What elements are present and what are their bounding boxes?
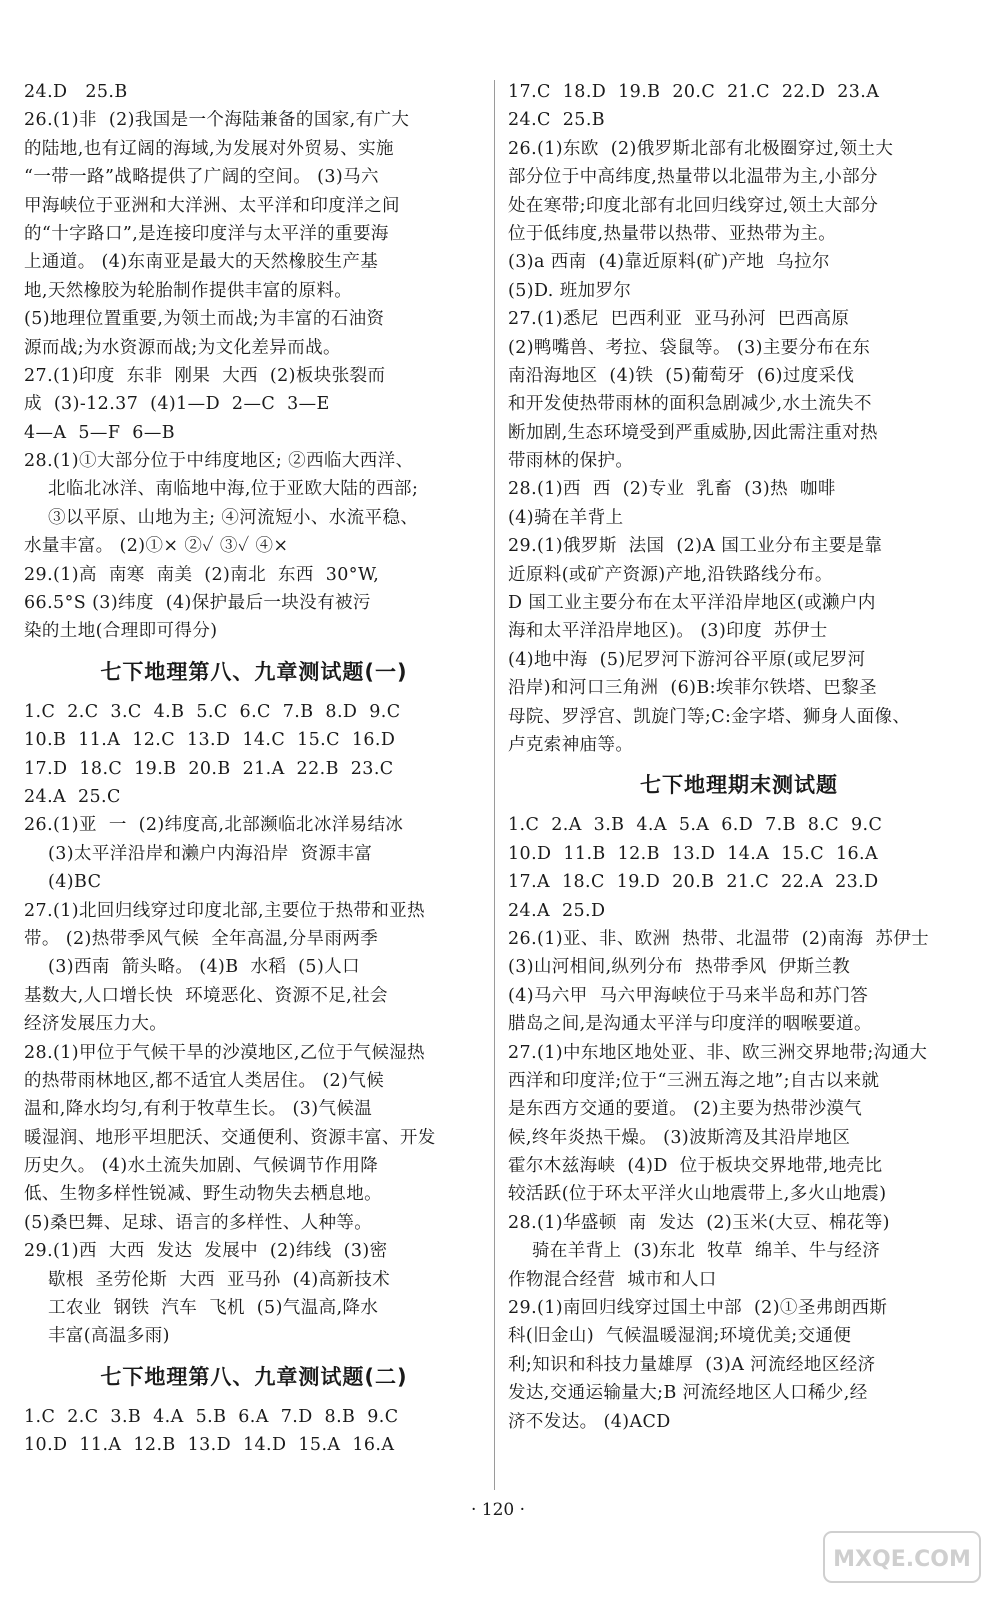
left-answer-line: 暖湿润、地形平坦肥沃、交通便利、资源丰富、开发: [24, 1127, 436, 1148]
left-answer-line: 17.D 18.C 19.B 20.B 21.A 22.B 23.C: [24, 758, 394, 779]
left-answer-line: 4—A 5—F 6—B: [24, 422, 175, 443]
right-answer-line: 西洋和印度洋;位于“三洲五海之地”;自古以来就: [508, 1070, 880, 1091]
right-answer-line: (4)地中海 (5)尼罗河下游河谷平原(或尼罗河: [508, 649, 866, 670]
left-answer-line: 温和,降水均匀,有利于牧草生长。 (3)气候温: [24, 1099, 373, 1120]
watermark-text: MXQE.COM: [833, 1547, 971, 1572]
left-answer-line: 29.(1)西 大西 发达 发展中 (2)纬线 (3)密: [24, 1241, 388, 1262]
left-section-heading: 七下地理第八、九章测试题(二): [100, 1364, 408, 1389]
left-answer-line: 10.B 11.A 12.C 13.D 14.C 15.C 16.D: [24, 730, 396, 751]
left-answer-line: (3)西南 箭头略。 (4)B 水稻 (5)人口: [48, 957, 360, 978]
right-answer-line: 和开发使热带雨林的面积急剧减少,水土流失不: [508, 394, 872, 415]
right-answer-line: 17.C 18.D 19.B 20.C 21.C 22.D 23.A: [508, 82, 880, 102]
right-answer-line: 28.(1)华盛顿 南 发达 (2)玉米(大豆、棉花等): [508, 1212, 890, 1233]
right-answer-line: (2)鸭嘴兽、考拉、袋鼠等。 (3)主要分布在东: [508, 337, 871, 358]
left-answer-line: 27.(1)北回归线穿过印度北部,主要位于热带和亚热: [24, 900, 426, 921]
left-answer-line: 经济发展压力大。: [24, 1014, 168, 1035]
right-answer-line: 海和太平洋沿岸地区)。 (3)印度 苏伊士: [508, 621, 828, 642]
right-answer-line: 带雨林的保护。: [508, 451, 634, 472]
left-answer-line: 北临北冰洋、南临地中海,位于亚欧大陆的西部;: [48, 479, 419, 500]
left-answer-line: 成 (3)-12.37 (4)1—D 2—C 3—E: [24, 394, 330, 415]
left-answer-line: 1.C 2.C 3.C 4.B 5.C 6.C 7.B 8.D 9.C: [24, 701, 401, 722]
right-answer-line: 24.C 25.B: [508, 110, 606, 131]
right-answer-line: 济不发达。 (4)ACD: [508, 1411, 671, 1432]
right-answer-line: 卢克索神庙等。: [508, 734, 634, 755]
right-answer-line: (4)马六甲 马六甲海峡位于马来半岛和苏门答: [508, 985, 869, 1006]
right-answer-line: D 国工业主要分布在太平洋沿岸地区(或濑户内: [508, 593, 876, 614]
left-answer-line: 水量丰富。 (2)①× ②✓ ③✓ ④×: [24, 536, 289, 557]
left-answer-line: 的热带雨林地区,都不适宜人类居住。 (2)气候: [24, 1070, 385, 1091]
left-answer-line: 甲海峡位于亚洲和大洋洲、太平洋和印度洋之间: [24, 195, 400, 216]
left-answer-line: 歇根 圣劳伦斯 大西 亚马孙 (4)高新技术: [48, 1269, 391, 1290]
right-answer-line: (4)骑在羊背上: [508, 507, 624, 528]
right-answer-line: 腊岛之间,是沟通太平洋与印度洋的咽喉要道。: [508, 1014, 872, 1035]
left-answer-line: 27.(1)印度 东非 刚果 大西 (2)板块张裂而: [24, 365, 386, 386]
right-answer-line: 断加剧,生态环境受到严重威胁,因此需注重对热: [508, 422, 878, 443]
column-divider: [494, 80, 495, 1490]
left-answer-line: 10.D 11.A 12.B 13.D 14.D 15.A 16.A: [24, 1435, 395, 1456]
left-answer-line: (5)桑巴舞、足球、语言的多样性、人种等。: [24, 1212, 373, 1233]
left-answer-line: 28.(1)甲位于气候干旱的沙漠地区,乙位于气候湿热: [24, 1042, 426, 1063]
left-answer-line: (3)太平洋沿岸和濑户内海沿岸 资源丰富: [48, 843, 373, 864]
right-answer-line: 29.(1)俄罗斯 法国 (2)A 国工业分布主要是靠: [508, 536, 883, 557]
right-answer-line: 是东西方交通的要道。 (2)主要为热带沙漠气: [508, 1099, 863, 1120]
left-section-heading: 七下地理第八、九章测试题(一): [100, 659, 408, 684]
left-answer-line: 24.D 25.B: [24, 82, 128, 102]
right-answer-line: 29.(1)南回归线穿过国土中部 (2)①圣弗朗西斯: [508, 1298, 888, 1319]
right-answer-line: (3)山河相间,纵列分布 热带季风 伊斯兰教: [508, 957, 851, 978]
left-answer-line: 26.(1)非 (2)我国是一个海陆兼备的国家,有广大: [24, 110, 410, 131]
right-answer-line: 部分位于中高纬度,热量带以北温带为主,小部分: [508, 167, 878, 188]
left-answer-line: 26.(1)亚 一 (2)纬度高,北部濒临北冰洋易结冰: [24, 815, 404, 836]
left-column: [24, 78, 484, 1460]
right-answer-line: 作物混合经营 城市和人口: [508, 1269, 717, 1290]
right-answer-line: 28.(1)西 西 (2)专业 乳畜 (3)热 咖啡: [508, 479, 836, 500]
left-answer-line: 24.A 25.C: [24, 786, 121, 807]
right-answer-line: 位于低纬度,热量带以热带、亚热带为主。: [508, 223, 837, 244]
right-answer-line: 沿岸)和河口三角洲 (6)B:埃菲尔铁塔、巴黎圣: [508, 678, 877, 699]
right-section-heading: 七下地理期末测试题: [640, 773, 838, 798]
right-answer-line: 27.(1)中东地区地处亚、非、欧三洲交界地带;沟通大: [508, 1042, 928, 1063]
left-answer-line: 基数大,人口增长快 环境恶化、资源不足,社会: [24, 985, 388, 1006]
right-answer-line: 霍尔木兹海峡 (4)D 位于板块交界地带,地壳比: [508, 1156, 883, 1177]
left-answer-line: (5)地理位置重要,为领土而战;为丰富的石油资: [24, 309, 385, 330]
right-answer-line: 26.(1)亚、非、欧洲 热带、北温带 (2)南海 苏伊士: [508, 928, 930, 949]
right-answer-line: (5)D. 班加罗尔: [508, 280, 632, 301]
right-answer-line: 26.(1)东欧 (2)俄罗斯北部有北极圈穿过,领土大: [508, 138, 894, 159]
right-answer-line: 较活跃(位于环太平洋火山地震带上,多火山地震): [508, 1184, 887, 1205]
left-answer-line: 染的土地(合理即可得分): [24, 621, 218, 642]
right-answer-line: 候,终年炎热干燥。 (3)波斯湾及其沿岸地区: [508, 1127, 851, 1148]
left-answer-line: 的陆地,也有辽阔的海域,为发展对外贸易、实施: [24, 138, 394, 159]
left-answer-line: 1.C 2.C 3.B 4.A 5.B 6.A 7.D 8.B 9.C: [24, 1406, 399, 1427]
watermark-logo: [822, 1530, 982, 1584]
right-answer-line: 发达,交通运输量大;B 河流经地区人口稀少,经: [508, 1383, 868, 1404]
left-answer-line: 历史久。 (4)水土流失加剧、气候调节作用降: [24, 1156, 379, 1177]
left-answer-line: 66.5°S (3)纬度 (4)保护最后一块没有被污: [24, 593, 371, 614]
left-answer-line: 工农业 钢铁 汽车 飞机 (5)气温高,降水: [48, 1298, 379, 1319]
right-answer-line: 南沿海地区 (4)铁 (5)葡萄牙 (6)过度采伐: [508, 365, 855, 386]
left-answer-line: ③以平原、山地为主; ④河流短小、水流平稳、: [48, 507, 419, 528]
left-answer-line: 带。 (2)热带季风气候 全年高温,分旱雨两季: [24, 928, 379, 949]
right-column: [508, 78, 970, 1436]
right-answer-line: 27.(1)悉尼 巴西利亚 亚马孙河 巴西高原: [508, 309, 850, 330]
left-answer-line: (4)BC: [48, 872, 102, 893]
left-answer-line: 上通道。 (4)东南亚是最大的天然橡胶生产基: [24, 252, 379, 273]
right-answer-line: 利;知识和科技力量雄厚 (3)A 河流经地区经济: [508, 1354, 876, 1375]
right-answer-line: 骑在羊背上 (3)东北 牧草 绵羊、牛与经济: [532, 1241, 881, 1262]
right-answer-line: 近原料(或矿产资源)产地,沿铁路线分布。: [508, 564, 833, 585]
right-answer-line: 17.A 18.C 19.D 20.B 21.C 22.A 23.D: [508, 872, 879, 893]
left-answer-line: “一带一路”战略提供了广阔的空间。 (3)马六: [24, 167, 379, 188]
right-answer-line: 科(旧金山) 气候温暖湿润;环境优美;交通便: [508, 1326, 852, 1347]
left-answer-line: 丰富(高温多雨): [48, 1326, 170, 1347]
right-answer-line: 处在寒带;印度北部有北回归线穿过,领土大部分: [508, 195, 879, 216]
left-answer-line: 低、生物多样性锐减、野生动物失去栖息地。: [24, 1184, 382, 1205]
left-answer-line: 28.(1)①大部分位于中纬度地区; ②西临大西洋、: [24, 451, 414, 472]
right-answer-line: 1.C 2.A 3.B 4.A 5.A 6.D 7.B 8.C 9.C: [508, 815, 883, 836]
left-answer-line: 的“十字路口”,是连接印度洋与太平洋的重要海: [24, 223, 389, 244]
right-answer-line: 10.D 11.B 12.B 13.D 14.A 15.C 16.A: [508, 843, 879, 864]
left-answer-line: 地,天然橡胶为轮胎制作提供丰富的原料。: [24, 280, 353, 301]
right-answer-line: 母院、罗浮宫、凯旋门等;C:金字塔、狮身人面像、: [508, 706, 911, 727]
right-answer-line: (3)a 西南 (4)靠近原料(矿)产地 乌拉尔: [508, 252, 830, 273]
left-answer-line: 29.(1)高 南寒 南美 (2)南北 东西 30°W,: [24, 564, 380, 585]
right-answer-line: 24.A 25.D: [508, 900, 606, 921]
left-answer-line: 源而战;为水资源而战;为文化差异而战。: [24, 337, 341, 358]
page-number: · 120 ·: [470, 1500, 526, 1520]
